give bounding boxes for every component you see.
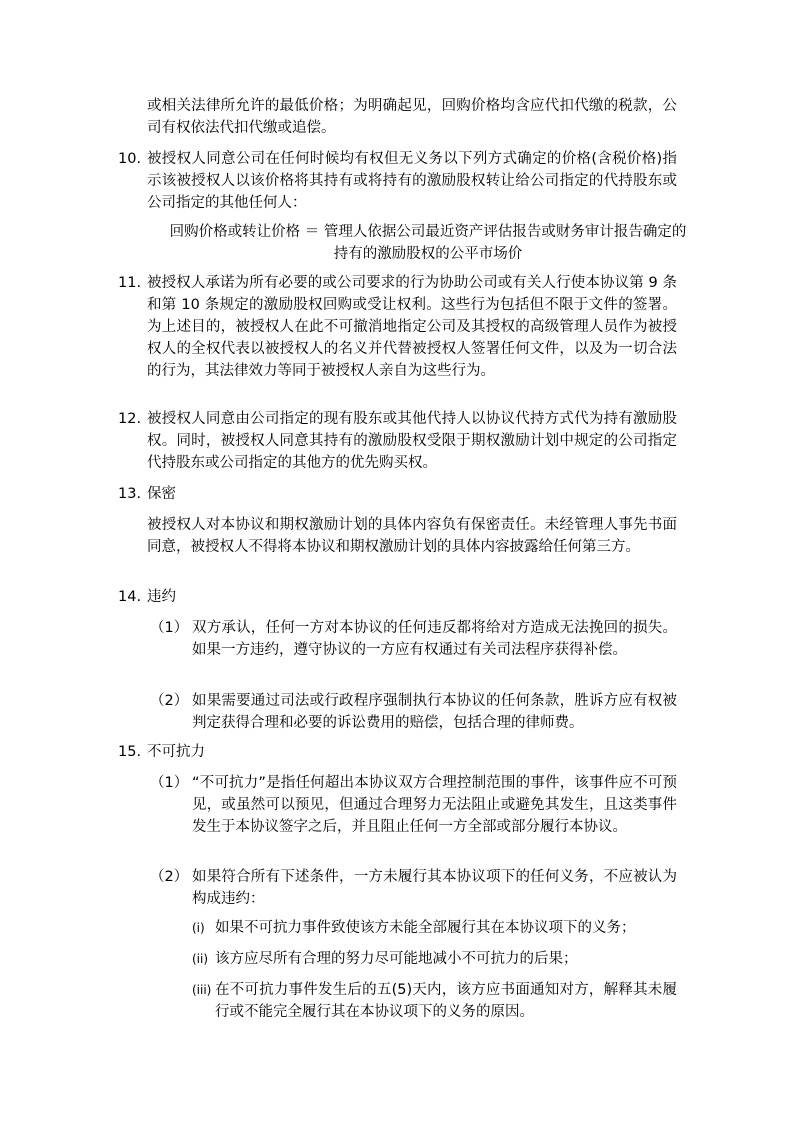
condition-2-text: 该方应尽所有合理的努力尽可能地减小不可抗力的后果； [215,951,578,967]
condition-3-text: 在不可抗力事件发生后的五(5)天内，该方应书面通知对方，解释其未履行或不能完全履行其在本协议项下的义务的原因。 [215,982,677,1020]
condition-2-label: (ii) [192,952,209,966]
clause-14-item-1-label: （1） [150,620,189,636]
clause-15-item-1-text: “不可抗力”是指任何超出本协议双方合理控制范围的事件，该事件应不可预见，或虽然可以预见，但通过合理努力无法阻止或避免其发生，且这类事件发生于本协议签字之后，并且阻止任何一方全部或部分履行本协议。 [192,775,677,835]
clause-10-text: 被授权人同意公司在任何时候均有权但无义务以下列方式确定的价格(含税价格)指示该被授权人以该价格将其持有或将持有的激励股权转让给公司指定的代持股东或公司指定的其他任何人： [147,151,677,211]
clause-14-item-1-text: 双方承认，任何一方对本协议的任何违反都将给对方造成无法挽回的损失。如果一方违约，遵守协议的一方应有权通过有关司法程序获得补偿。 [192,620,677,658]
clause-10-number: 10. [118,151,142,167]
clause-14-item-2-text: 如果需要通过司法或行政程序强制执行本协议的任何条款，胜诉方应有权被判定获得合理和必要的诉讼费用的赔偿，包括合理的律师费。 [192,693,677,731]
clause-15-item-2-text: 如果符合所有下述条件，一方未履行其本协议项下的任何义务，不应被认为构成违约： [192,869,677,907]
clause-13-number: 13. [118,486,142,502]
clause-13-text: 被授权人对本协议和期权激励计划的具体内容负有保密责任。未经管理人事先书面同意，被授权人不得将本协议和期权激励计划的具体内容披露给任何第三方。 [147,517,677,555]
clause-15-number: 15. [118,744,142,760]
clause-15-title: 不可抗力 [147,744,205,760]
clause-14-title: 违约 [147,589,176,605]
condition-3-label: (iii) [192,983,212,997]
condition-1-label: (i) [192,921,205,935]
clause-11-text: 被授权人承诺为所有必要的或公司要求的行为协助公司或有关人行使本协议第 9 条和第 10 条规定的激励股权回购或受让权利。这些行为包括但不限于文件的签署。为上述目的，被授权人在此不可撤消地指定公司及其授权的高级管理人员作为被授权人的全权代表以被授权人的名义并代替被授权人签署任何文件，以及为一切合法的行为，其法律效力等同于被授权人亲自为这些行为。 [147,275,677,379]
clause-10-formula: 回购价格或转让价格 ＝ 管理人依据公司最近资产评估报告或财务审计报告确定的持有的激励股权的公平市场价 [169,224,687,262]
clause-15-item-1-label: （1） [150,775,189,791]
clause-12-text: 被授权人同意由公司指定的现有股东或其他代持人以协议代持方式代为持有激励股权。同时，被授权人同意其持有的激励股权受限于期权激励计划中规定的公司指定代持股东或公司指定的其他方的优先购买权。 [147,411,677,471]
clause-14-number: 14. [118,589,142,605]
clause-15-item-2-label: （2） [150,869,189,885]
condition-1-text: 如果不可抗力事件致使该方未能全部履行其在本协议项下的义务； [215,920,636,936]
clause-12-number: 12. [118,411,142,427]
clause-11-number: 11. [118,275,142,291]
clause-14-item-2-label: （2） [150,693,189,709]
intro-paragraph: 或相关法律所允许的最低价格；为明确起见，回购价格均含应代扣代缴的税款，公司有权依法代扣代缴或追偿。 [147,98,677,136]
clause-13-title: 保密 [147,486,176,502]
